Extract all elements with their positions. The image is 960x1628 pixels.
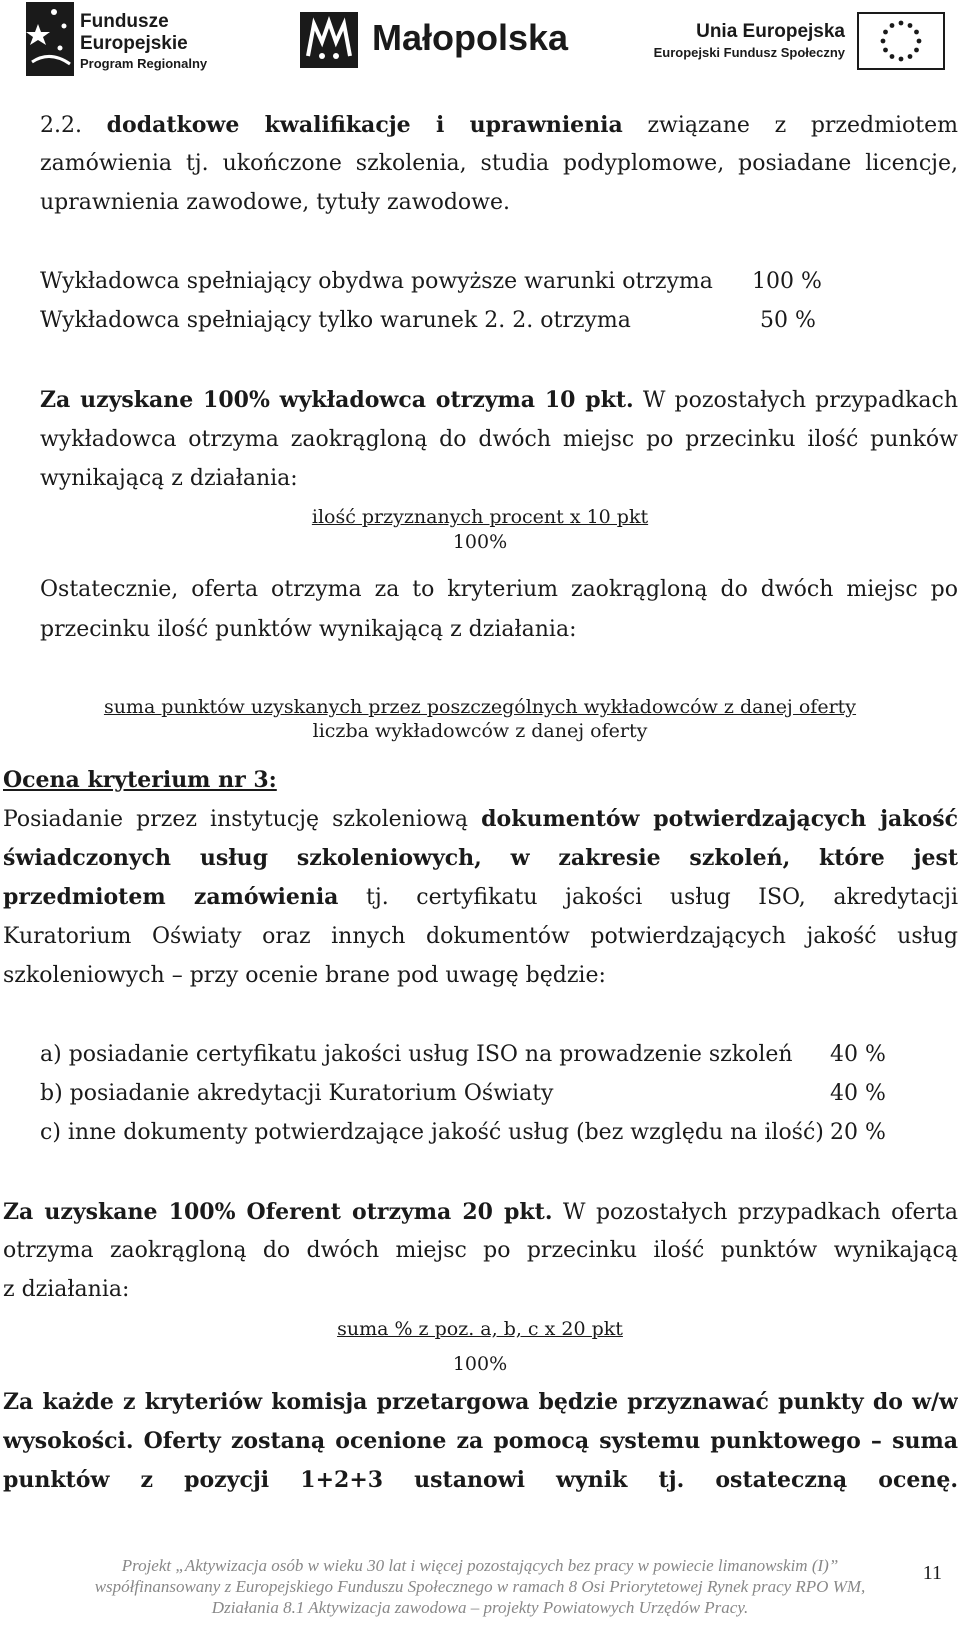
condition-single: Wykładowca spełniający tylko warunek 2. 2. otrzyma 50 % — [40, 308, 816, 333]
p3-line2: przecinku ilość punktów wynikającą z działania: — [40, 617, 577, 642]
p5-line3: z działania: — [3, 1277, 130, 1302]
ue-logo-line1: Unia Europejska — [696, 21, 845, 42]
p5-line2: otrzyma zaokrągloną do dwóch miejsc po przecinku ilość punktów wynikającą — [3, 1238, 958, 1263]
unia-europejska-logo — [653, 12, 945, 72]
fe-logo-line2: Europejskie — [80, 33, 188, 54]
malopolska-logo — [300, 12, 580, 68]
condition-both: Wykładowca spełniający obydwa powyższe warunki otrzyma 100 % — [40, 269, 822, 294]
formula3-denominator: 100% — [452, 1353, 508, 1375]
p1-line3: uprawnienia zawodowe, tytuły zawodowe. — [40, 190, 510, 215]
header-logos — [0, 0, 960, 80]
p2-line2: wykładowca otrzyma zaokrągloną do dwóch miejsc po przecinku ilość punków — [40, 427, 958, 452]
footer-line2: współfinansowany z Europejskiego Funduszu Społecznego w ramach 8 Osi Priorytetowej Rynek pracy RPO WM, — [94, 1577, 866, 1596]
fe-logo-line1: Fundusze — [80, 11, 169, 32]
p3-line1: Ostatecznie, oferta otrzyma za to kryterium zaokrągloną do dwóch miejsc po — [40, 577, 958, 602]
eu-flag-icon — [857, 12, 945, 70]
p4-line1: Posiadanie przez instytucję szkoleniową dokumentów potwierdzających jakość — [3, 806, 958, 832]
list-item: c) inne dokumenty potwierdzające jakość usług (bez względu na ilość) 20 % — [40, 1120, 886, 1145]
p6-line2: wysokości. Oferty zostaną ocenione za pomocą systemu punktowego – suma — [3, 1428, 958, 1454]
p2-line1: Za uzyskane 100% wykładowca otrzyma 10 pkt. W pozostałych przypadkach — [40, 387, 958, 413]
list-item: b) posiadanie akredytacji Kuratorium Oświaty 40 % — [40, 1081, 886, 1106]
ue-logo-line2: Europejski Fundusz Społeczny — [653, 45, 845, 60]
p4-line2: świadczonych usług szkoleniowych, w zakresie szkoleń, które jest — [3, 845, 958, 871]
criterion-3-heading: Ocena kryterium nr 3: — [3, 767, 277, 793]
p4-line5: szkoleniowych – przy ocenie brane pod uwagę będzie: — [3, 963, 606, 988]
fundusze-europejskie-logo — [24, 2, 214, 76]
p5-line1: Za uzyskane 100% Oferent otrzyma 20 pkt. W pozostałych przypadkach oferta — [3, 1199, 958, 1225]
formula1-numerator: ilość przyznanych procent x 10 pkt — [311, 506, 649, 528]
p6-line1: Za każde z kryteriów komisja przetargowa będzie przyznawać punkty do w/w — [3, 1389, 958, 1415]
formula2-denominator: liczba wykładowców z danej oferty — [312, 720, 648, 742]
formula1-denominator: 100% — [452, 531, 508, 553]
fe-star-flag-icon — [24, 2, 76, 76]
footer-line1: Projekt „Aktywizacja osób w wieku 30 lat i więcej pozostających bez pracy w powiecie limanowskim (I)” — [121, 1556, 839, 1575]
p1-line2: zamówienia tj. ukończone szkolenia, studia podyplomowe, posiadane licencje, — [40, 151, 958, 176]
p1-line1: 2.2. dodatkowe kwalifikacje i uprawnienia związane z przedmiotem — [40, 112, 958, 138]
footer-line3: Działania 8.1 Aktywizacja zawodowa – projekty Powiatowych Urzędów Pracy. — [211, 1598, 749, 1617]
formula2-numerator: suma punktów uzyskanych przez poszczególnych wykładowców z danej oferty — [103, 696, 857, 718]
p2-line3: wynikającą z działania: — [40, 466, 298, 491]
page-number: 11 — [922, 1562, 942, 1584]
malopolska-logo-text: Małopolska — [372, 17, 569, 58]
p4-line4: Kuratorium Oświaty oraz innych dokumentów potwierdzających jakość usług — [3, 924, 958, 949]
formula3-numerator: suma % z poz. a, b, c x 20 pkt — [337, 1318, 623, 1340]
malopolska-emblem-icon — [300, 12, 358, 68]
page-footer — [0, 1555, 960, 1618]
p4-line3: przedmiotem zamówienia tj. certyfikatu jakości usług ISO, akredytacji — [3, 884, 958, 910]
fe-logo-line3: Program Regionalny — [80, 56, 208, 71]
list-item: a) posiadanie certyfikatu jakości usług ISO na prowadzenie szkoleń 40 % — [40, 1042, 886, 1067]
p6-line3: punktów z pozycji 1+2+3 ustanowi wynik tj. ostateczną ocenę. — [3, 1467, 958, 1493]
